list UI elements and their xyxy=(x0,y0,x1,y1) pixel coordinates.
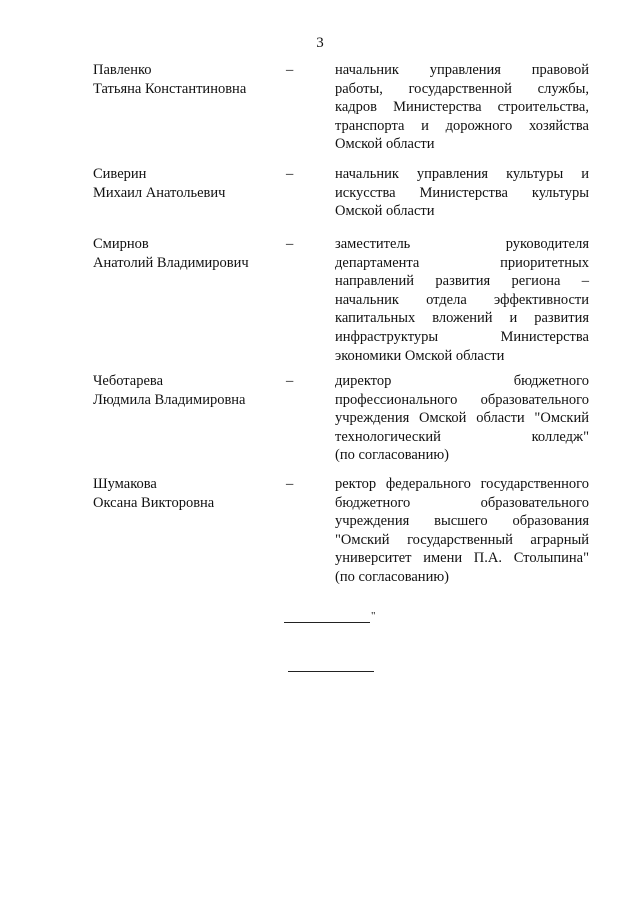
position-line: искусства Министерства культуры xyxy=(335,184,589,201)
member-position xyxy=(335,165,589,221)
position-line: бюджетного образовательного xyxy=(335,494,589,511)
page-number: 3 xyxy=(316,35,324,51)
member-name xyxy=(93,235,273,272)
member-position xyxy=(335,475,589,587)
member-surname: Павленко xyxy=(93,62,152,78)
position-line: начальник управления культуры и xyxy=(335,166,589,182)
member-given-names: Оксана Викторовна xyxy=(93,494,215,511)
position-line: направлений развития региона – xyxy=(335,273,589,290)
position-line: ректор федерального государственного xyxy=(335,476,589,492)
position-line: учреждения Омской области "Омский xyxy=(335,410,589,427)
position-line: экономики Омской области xyxy=(335,347,505,364)
position-line: университет имени П.А. Столыпина" xyxy=(335,550,589,567)
member-name xyxy=(93,372,273,409)
position-line: Омской области xyxy=(335,136,435,153)
member-surname: Чеботарева xyxy=(93,373,164,389)
dash-separator: – xyxy=(286,476,294,492)
closing-rule xyxy=(284,622,370,623)
position-line: начальник отдела эффективности xyxy=(335,291,589,308)
member-given-names: Людмила Владимировна xyxy=(93,391,246,408)
position-line: транспорта и дорожного хозяйства xyxy=(335,117,589,134)
member-position xyxy=(335,235,589,365)
position-line: заместитель руководителя xyxy=(335,236,589,252)
member-given-names: Анатолий Владимирович xyxy=(93,254,249,271)
dash-separator: – xyxy=(286,166,294,182)
member-given-names: Михаил Анатольевич xyxy=(93,184,226,201)
position-line: (по согласованию) xyxy=(335,447,449,464)
dash-separator: – xyxy=(286,373,294,389)
position-line: капитальных вложений и развития xyxy=(335,310,589,327)
position-line: (по согласованию) xyxy=(335,568,449,585)
position-line: кадров Министерства строительства, xyxy=(335,99,589,116)
position-line: начальник управления правовой xyxy=(335,62,589,78)
member-surname: Шумакова xyxy=(93,476,157,492)
member-position xyxy=(335,61,589,154)
position-line: департамента приоритетных xyxy=(335,254,589,271)
member-given-names: Татьяна Константиновна xyxy=(93,80,247,97)
dash-separator: – xyxy=(286,62,294,78)
member-surname: Сиверин xyxy=(93,166,147,182)
closing-quote-mark: " xyxy=(371,610,376,622)
member-name xyxy=(93,165,273,202)
position-line: "Омский государственный аграрный xyxy=(335,531,589,548)
member-name xyxy=(93,61,273,98)
position-line: директор бюджетного xyxy=(335,373,589,389)
member-position xyxy=(335,372,589,465)
position-line: инфраструктуры Министерства xyxy=(335,328,589,345)
position-line: работы, государственной службы, xyxy=(335,80,589,97)
member-surname: Смирнов xyxy=(93,236,149,252)
position-line: Омской области xyxy=(335,203,435,220)
position-line: профессионального образовательного xyxy=(335,391,589,408)
position-line: учреждения высшего образования xyxy=(335,513,589,530)
member-name xyxy=(93,475,273,512)
separator-rule xyxy=(288,671,374,672)
dash-separator: – xyxy=(286,236,294,252)
position-line: технологический колледж" xyxy=(335,428,589,445)
